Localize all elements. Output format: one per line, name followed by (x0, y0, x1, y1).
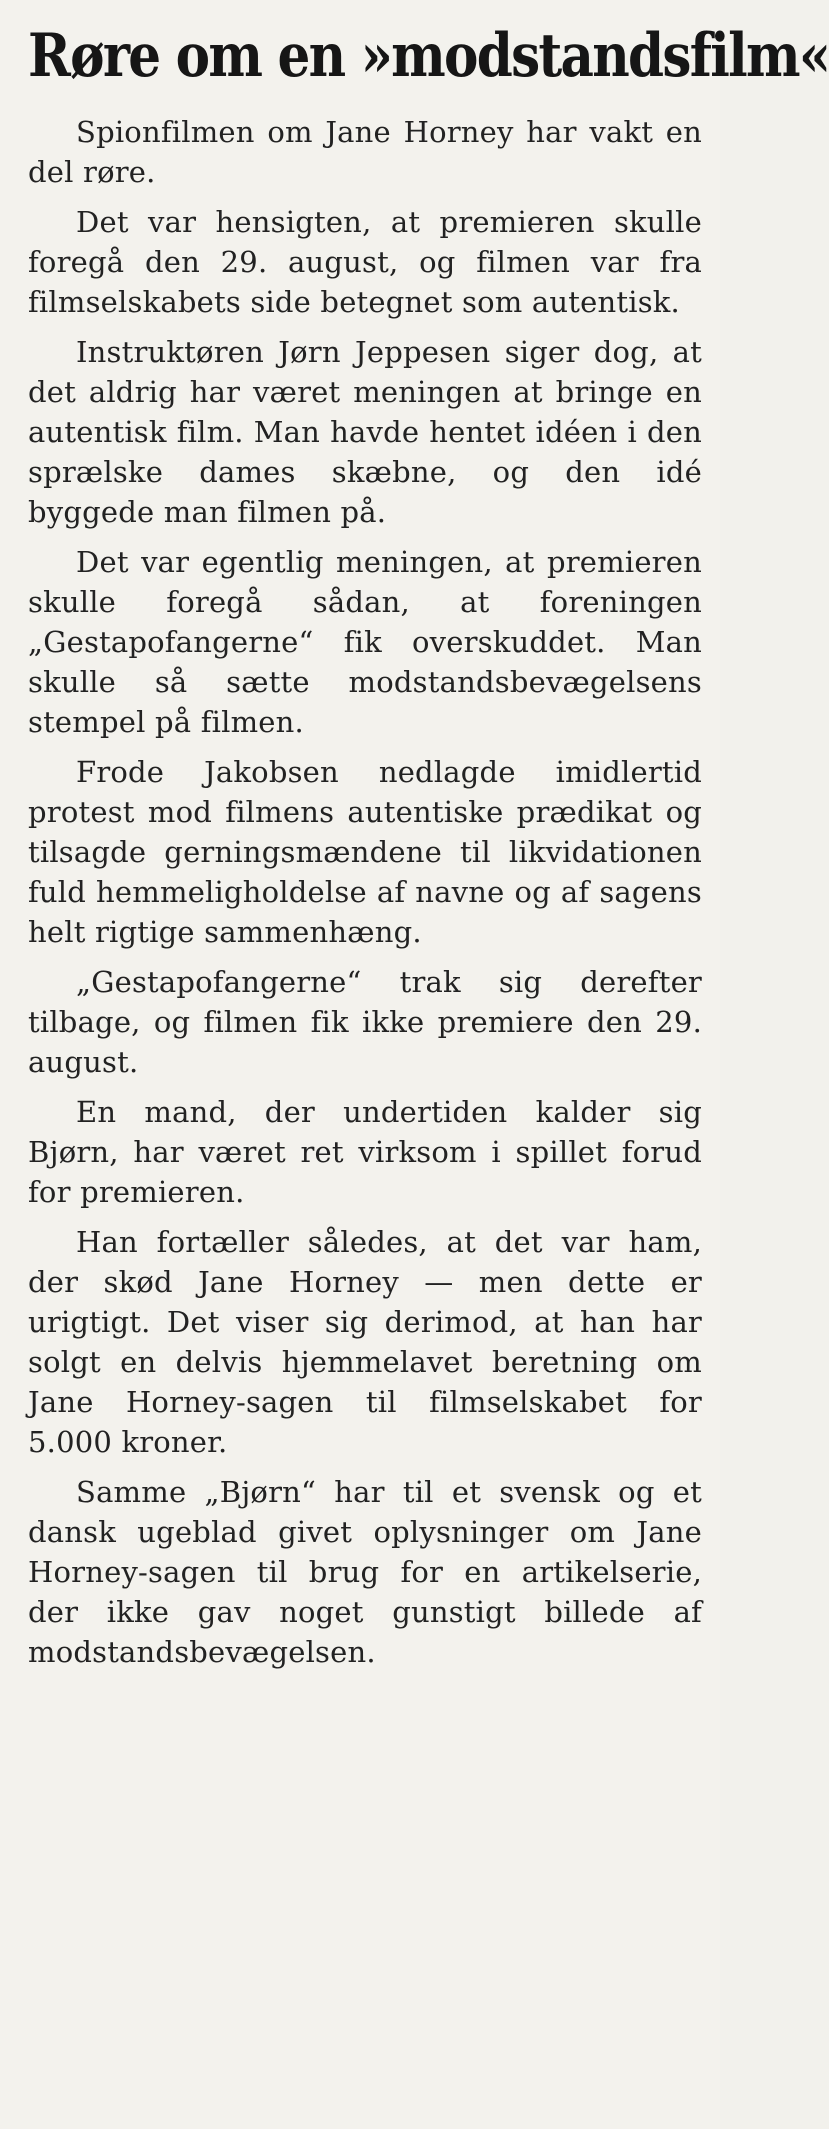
article-paragraph-9: Samme „Bjørn“ har til et svensk og et dansk ugeblad givet oplysninger om Jane Horney-sagen til brug for en artikelserie, der ikke gav noget gunstigt billede af modstandsbevægelsen. (28, 1475, 702, 1669)
article-paragraph-6: „Gestapofangerne“ trak sig derefter tilbage, og filmen fik ikke premiere den 29. august. (28, 965, 702, 1079)
article-paragraph-1: Spionfilmen om Jane Horney har vakt en del røre. (28, 115, 702, 189)
article-paragraph-3: Instruktøren Jørn Jeppesen siger dog, at det aldrig har været meningen at bringe en autentisk film. Man havde hentet idéen i den sprælske dames skæbne, og den idé byggede man filmen på. (28, 335, 702, 529)
article-paragraph-5: Frode Jakobsen nedlagde imidlertid protest mod filmens autentiske prædikat og tilsagde gerningsmændene til likvidationen fuld hemmeligholdelse af navne og af sagens helt rigtige sammenhæng. (28, 755, 702, 949)
article-paragraph-7: En mand, der undertiden kalder sig Bjørn, har været ret virksom i spillet forud for premieren. (28, 1095, 702, 1209)
article-paragraph-8: Han fortæller således, at det var ham, der skød Jane Horney — men dette er urigtigt. Det viser sig derimod, at han har solgt en delvis hjemmelavet beretning om Jane Horney-sagen til filmselskabet for 5.000 kroner. (28, 1225, 702, 1459)
article-paragraph-2: Det var hensigten, at premieren skulle foregå den 29. august, og filmen var fra filmselskabets side betegnet som autentisk. (28, 205, 702, 319)
article-paragraph-4: Det var egentlig meningen, at premieren skulle foregå sådan, at foreningen „Gestapofangerne“ fik overskuddet. Man skulle så sætte modstandsbevægelsens stempel på filmen. (28, 545, 702, 739)
article-headline: Røre om en »modstandsfilm« (28, 21, 829, 91)
